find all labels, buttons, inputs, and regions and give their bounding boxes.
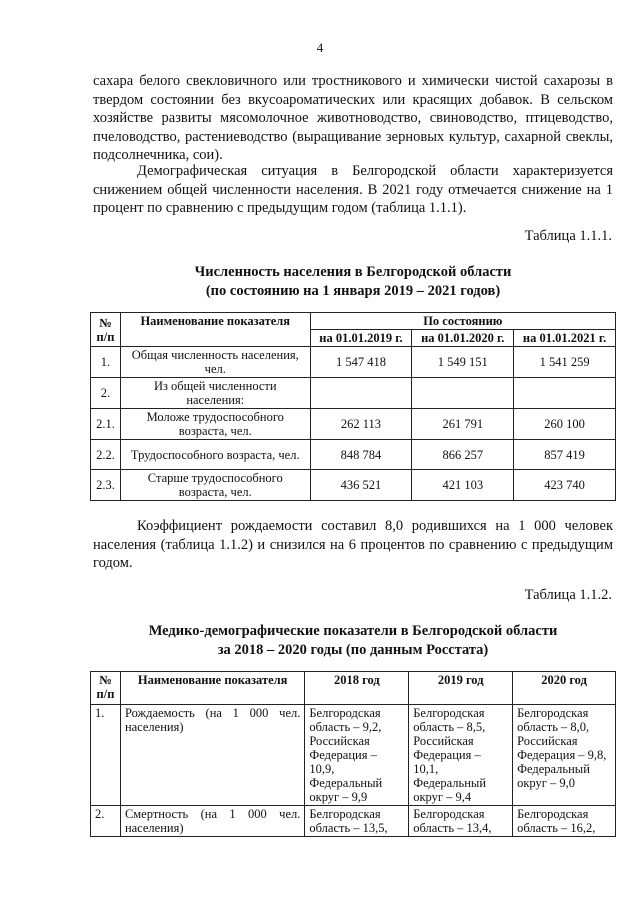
- table2-title-line1: Медико-демографические показатели в Белгородской области: [148, 623, 558, 639]
- table2-header-col3: 2020 год: [513, 672, 616, 705]
- table1-body: [91, 347, 616, 501]
- table2-header-num: № п/п: [91, 672, 121, 705]
- table-cell-num: 1.: [91, 705, 121, 806]
- medical-demographic-table: [90, 671, 616, 837]
- table-cell-num: 2.: [91, 806, 121, 837]
- table1-header-name: Наименование показателя: [120, 313, 310, 347]
- table2-header-name: Наименование показателя: [120, 672, 304, 705]
- table-row: [91, 409, 616, 440]
- table-cell-num: 2.2.: [91, 440, 121, 470]
- table1-header-col1: на 01.01.2019 г.: [310, 330, 412, 347]
- table2-body: [91, 705, 616, 837]
- table-cell-num: 1.: [91, 347, 121, 378]
- table-cell-name: Старше трудоспособного возраста, чел.: [120, 470, 310, 501]
- table-cell-value: 423 740: [514, 470, 616, 501]
- table-row: [91, 440, 616, 470]
- table-cell-name: Смертность (на 1 000 чел. населения): [120, 806, 304, 837]
- table-cell-value: 421 103: [412, 470, 514, 501]
- paragraph-birth-rate-text: Коэффициент рождаемости составил 8,0 родившихся на 1 000 человек населения (таблица 1.1.2) и снизился на 6 процентов по сравнению с предыдущим годом.: [93, 518, 613, 572]
- table-cell-value: 1 549 151: [412, 347, 514, 378]
- table-cell-name: Моложе трудоспособного возраста, чел.: [120, 409, 310, 440]
- table2-header-col1: 2018 год: [305, 672, 409, 705]
- table-cell-value: Белгородская область – 9,2, Российская Федерация – 10,9, Федеральный округ – 9,9: [305, 705, 409, 806]
- table-cell-num: 2.3.: [91, 470, 121, 501]
- table-cell-value: [310, 378, 412, 409]
- table-cell-value: 1 541 259: [514, 347, 616, 378]
- table-cell-name: Общая численность населения, чел.: [120, 347, 310, 378]
- table2-header-col2: 2019 год: [409, 672, 513, 705]
- table-cell-value: 1 547 418: [310, 347, 412, 378]
- table1-title: [93, 263, 613, 300]
- table-cell-name: Из общей численности населения:: [120, 378, 310, 409]
- table-cell-value: Белгородская область – 8,0, Российская Федерация – 9,8, Федеральный округ – 9,0: [513, 705, 616, 806]
- table-cell-num: 2.1.: [91, 409, 121, 440]
- table2-title-line2: за 2018 – 2020 годы (по данным Росстата): [217, 641, 489, 658]
- table1-title-line2: (по состоянию на 1 января 2019 – 2021 годов): [205, 282, 501, 299]
- table-cell-value: Белгородская область – 16,2,: [513, 806, 616, 837]
- table-cell-value: 261 791: [412, 409, 514, 440]
- table1-header-num: № п/п: [91, 313, 121, 347]
- table-row: [91, 470, 616, 501]
- table-cell-name: Трудоспособного возраста, чел.: [120, 440, 310, 470]
- table-cell-value: Белгородская область – 13,4,: [409, 806, 513, 837]
- paragraph-birth-rate: [93, 517, 613, 573]
- table-cell-value: 866 257: [412, 440, 514, 470]
- table-row: [91, 378, 616, 409]
- table-row: [91, 705, 616, 806]
- table-cell-num: 2.: [91, 378, 121, 409]
- table-row: [91, 347, 616, 378]
- table-cell-value: 857 419: [514, 440, 616, 470]
- table1-header-group: По состоянию: [310, 313, 615, 330]
- page-number: 4: [316, 40, 324, 55]
- table-row: [91, 806, 616, 837]
- table2-title: [93, 622, 613, 659]
- table1-label: Таблица 1.1.1.: [524, 228, 612, 244]
- table-cell-value: [412, 378, 514, 409]
- table-cell-value: [514, 378, 616, 409]
- paragraph-demographics: [93, 162, 613, 218]
- paragraph-agriculture: сахара белого свекловичного или тростникового и химически чистой сахарозы в твердом состоянии без вкусоароматических или красящих добавок. В сельском хозяйстве развиты мясомолочное животноводство, свиноводство, птицеводство, пчеловодство, растениеводство (выращивание зерновых культур, сахарной свеклы, подсолнечника, сои).: [93, 73, 613, 164]
- population-table: [90, 312, 616, 501]
- table-cell-value: 262 113: [310, 409, 412, 440]
- table2-label: Таблица 1.1.2.: [524, 587, 612, 603]
- table-cell-name: Рождаемость (на 1 000 чел. населения): [120, 705, 304, 806]
- table-cell-value: 260 100: [514, 409, 616, 440]
- table-cell-value: 848 784: [310, 440, 412, 470]
- table1-title-line1: Численность населения в Белгородской области: [194, 264, 512, 280]
- table1-header-col2: на 01.01.2020 г.: [412, 330, 514, 347]
- table-cell-value: 436 521: [310, 470, 412, 501]
- table1-header-col3: на 01.01.2021 г.: [514, 330, 616, 347]
- table-cell-value: Белгородская область – 8,5, Российская Федерация – 10,1, Федеральный округ – 9,4: [409, 705, 513, 806]
- table-cell-value: Белгородская область – 13,5,: [305, 806, 409, 837]
- paragraph-demographics-text: Демографическая ситуация в Белгородской области характеризуется снижением общей численности населения. В 2021 году отмечается снижение на 1 процент по сравнению с предыдущим годом (таблица 1.1.1).: [93, 163, 613, 217]
